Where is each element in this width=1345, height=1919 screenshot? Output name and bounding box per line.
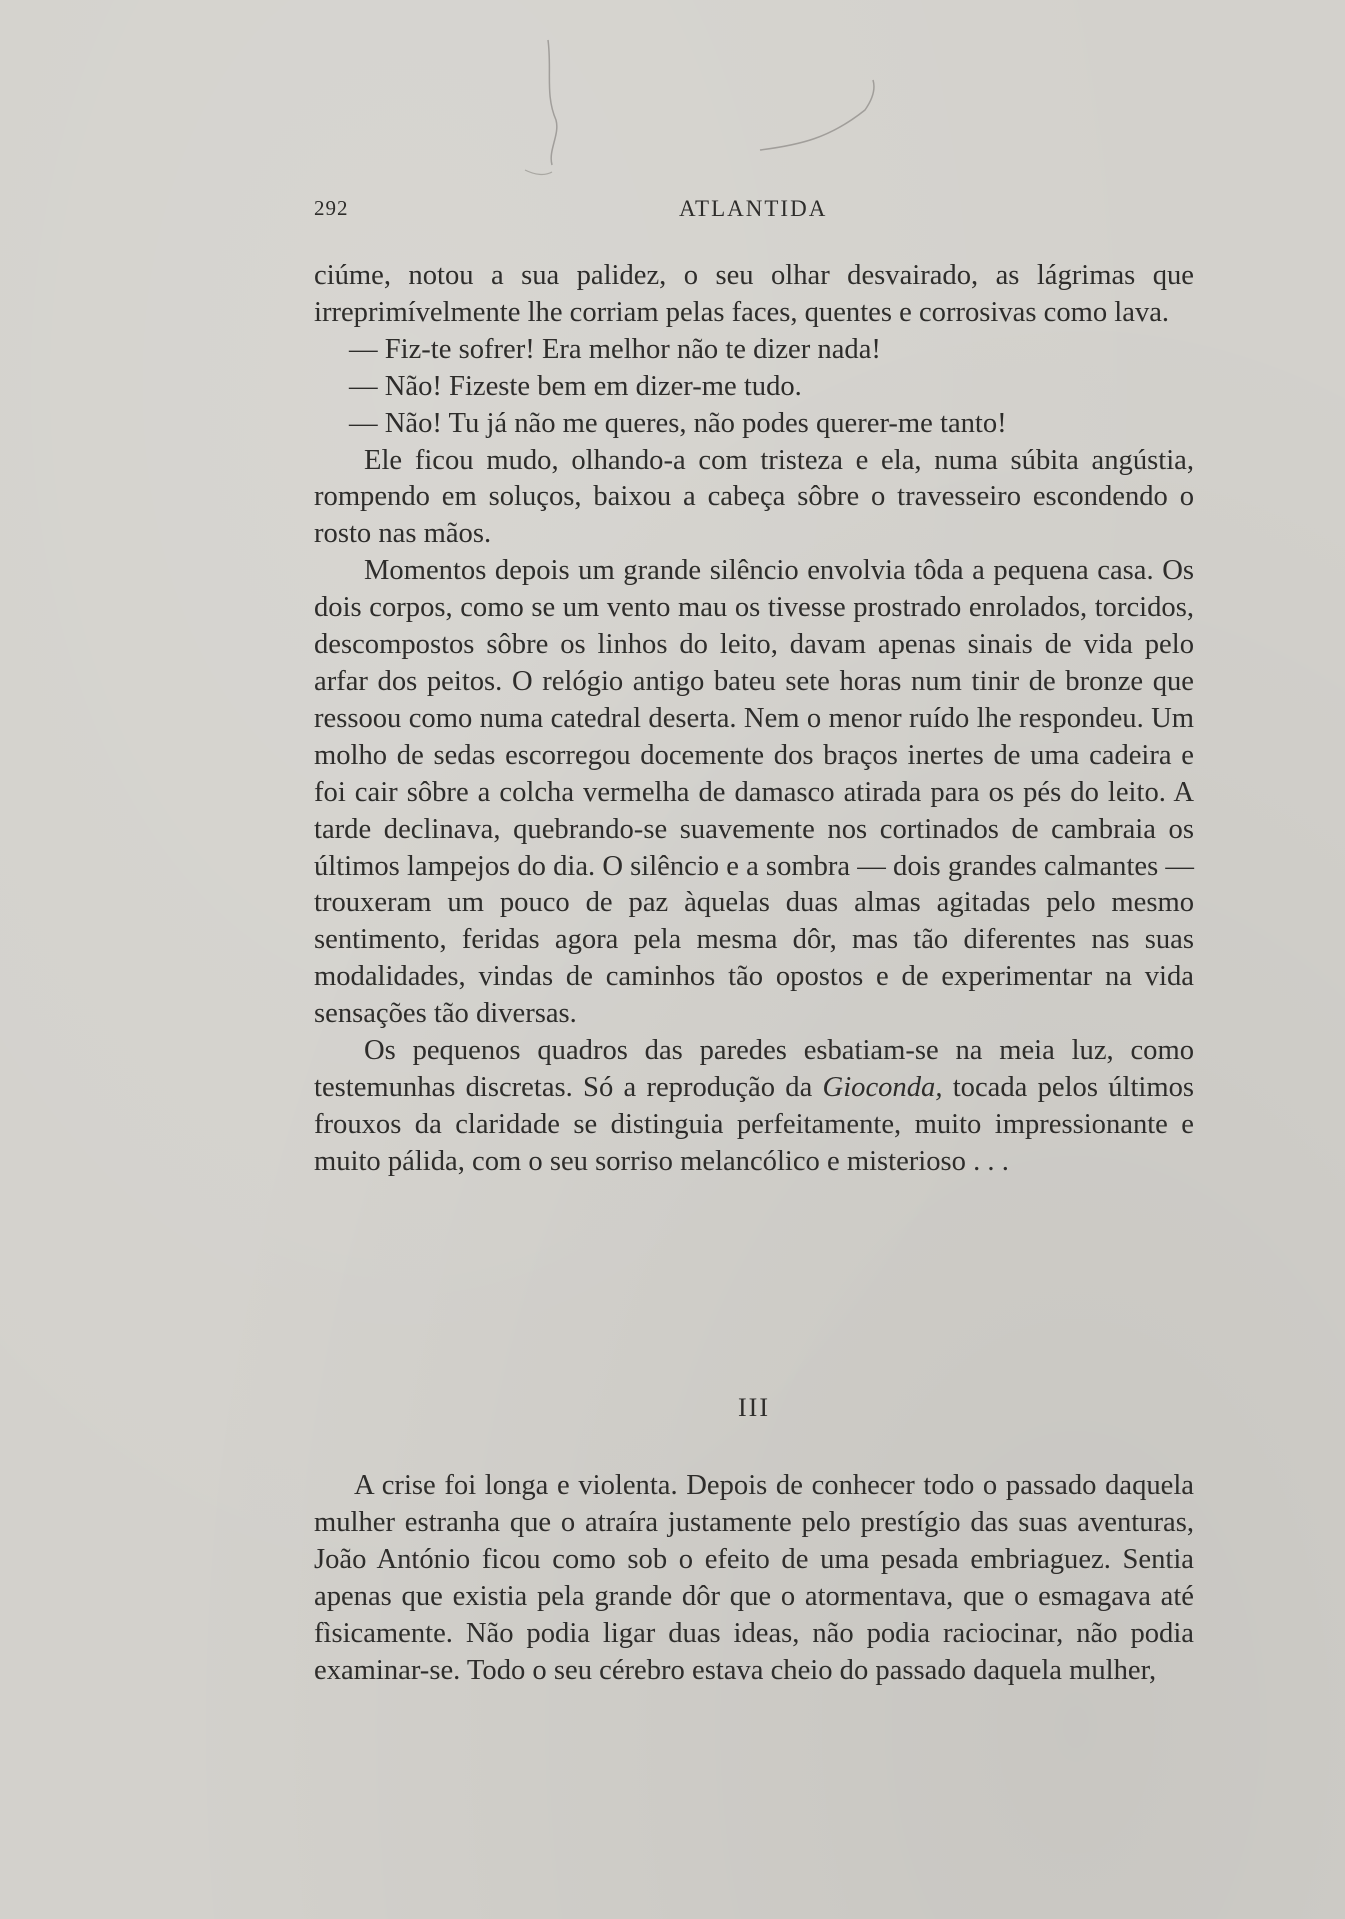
- paragraph-text: tocada pelos últimos frouxos da claridade se distinguia perfeitamente, muito impressionante e muito pálida, com o seu sorriso melancólico e misterioso . . .: [314, 1071, 1194, 1177]
- section-1-text: [314, 258, 1194, 1181]
- dialogue-line: — Não! Tu já não me queres, não podes querer-me tanto!: [349, 407, 1007, 439]
- section-heading: III: [738, 1393, 770, 1422]
- paragraph: Ele ficou mudo, olhando-a com tristeza e ela, numa súbita angústia, rompendo em soluços, baixou a cabeça sôbre o travesseiro escondendo o rosto nas mãos.: [314, 444, 1194, 550]
- artwork-title: Gioconda,: [822, 1071, 943, 1103]
- paragraph: A crise foi longa e violenta. Depois de conhecer todo o passado daquela mulher estranha que o atraíra justamente pelo prestígio das suas aventuras, João António ficou como sob o efeito de uma pesada embriaguez. Sentia apenas que existia pela grande dôr que o atormentava, que o esmagava até fìsicamente. Não podia ligar duas ideas, não podia raciocinar, não podia examinar-se. Todo o seu cérebro estava cheio do passado daquela mulher,: [314, 1470, 1194, 1686]
- dialogue-line: — Não! Fizeste bem em dizer-me tudo.: [349, 370, 802, 402]
- running-head: [314, 196, 1184, 228]
- dialogue-line: — Fiz-te sofrer! Era melhor não te dizer nada!: [349, 333, 881, 365]
- paragraph-text: Os pequenos quadros das paredes esbatiam-se na meia luz, como testemunhas discretas. Só a reprodução da: [314, 1035, 1194, 1103]
- page-number: 292: [314, 196, 349, 220]
- paragraph: Momentos depois um grande silêncio envolvia tôda a pequena casa. Os dois corpos, como se um vento mau os tivesse prostrado enrolados, torcidos, descompostos sôbre os linhos do leito, davam apenas sinais de vida pelo arfar dos peitos. O relógio antigo bateu sete horas num tinir de bronze que ressoou como numa catedral deserta. Nem o menor ruído lhe respondeu. Um molho de sedas escorregou docemente dos braços inertes de uma cadeira e foi cair sôbre a colcha vermelha de damasco atirada para os pés do leito. A tarde declinava, quebrando-se suavemente nos cortinados de cambraia os últimos lampejos do dia. O silêncio e a sombra — dois grandes calmantes — trouxeram um pouco de paz àquelas duas almas agitadas pelo mesmo sentimento, feridas agora pela mesma dôr, mas tão diferentes nas suas modalidades, vindas de caminhos tão opostos e de experimentar na vida sensações tão diversas.: [314, 555, 1194, 1030]
- paragraph: [314, 1033, 1194, 1181]
- section-2-text: [314, 1468, 1194, 1689]
- paragraph: ciúme, notou a sua palidez, o seu olhar desvairado, as lágrimas que irreprimívelmente lhe corriam pelas faces, quentes e corrosivas como lava.: [314, 260, 1194, 328]
- running-title: ATLANTIDA: [679, 196, 828, 221]
